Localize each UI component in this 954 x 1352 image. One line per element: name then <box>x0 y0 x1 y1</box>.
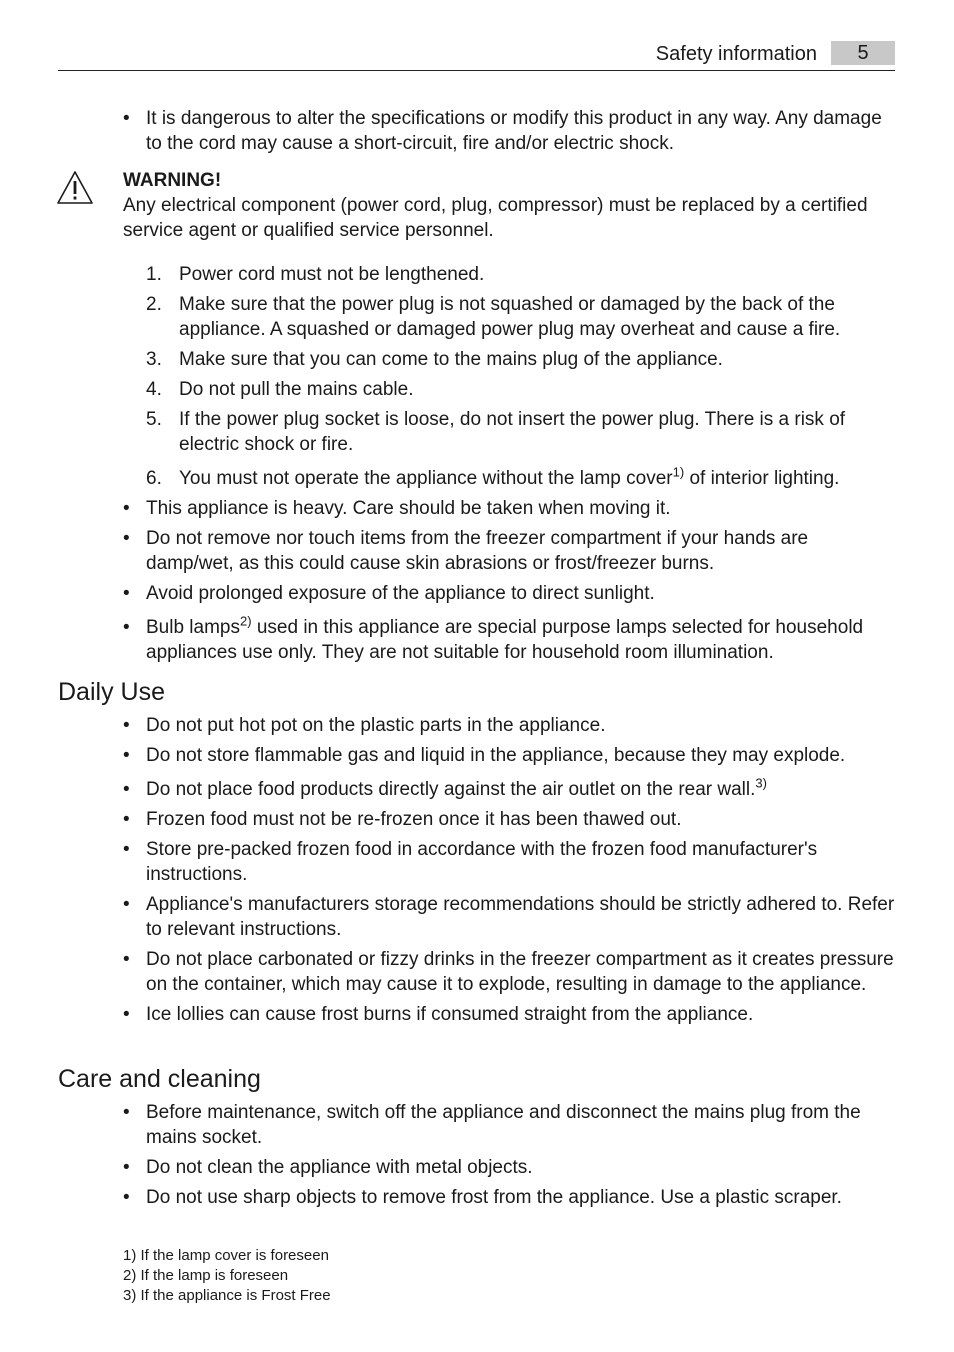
list-item: 2. Make sure that the power plug is not squashed or damaged by the back of the appliance. A squashed or damaged power plug may overheat and cause a fire. <box>146 294 841 340</box>
list-item: 1. Power cord must not be lengthened. <box>146 264 485 285</box>
list-item: • Avoid prolonged exposure of the appliance to direct sunlight. <box>123 581 898 606</box>
list-item: • Do not clean the appliance with metal objects. <box>123 1155 898 1180</box>
list-item: • Do not store flammable gas and liquid in the appliance, because they may explode. <box>123 743 898 768</box>
list-item: 6. You must not operate the appliance without the lamp cover$^{1)}$ of interior lighting. <box>146 464 840 489</box>
footnote-ref: 2) <box>240 613 252 629</box>
page-header <box>58 40 895 71</box>
list-item: • Frozen food must not be re-frozen once it has been thawed out. <box>123 807 898 832</box>
page-number: 5 <box>831 41 895 65</box>
list-item: • Do not place carbonated or fizzy drinks in the freezer compartment as it creates pressure on the container, which may cause it to explode, resulting in damage to the appliance. <box>123 947 898 997</box>
numbered-list <box>146 262 898 496</box>
safety-bullets <box>123 496 898 670</box>
list-item: • Appliance's manufacturers storage recommendations should be strictly adhered to. Refer to relevant instructions. <box>123 892 898 942</box>
list-item: • Do not place food products directly against the air outlet on the rear wall.$^{3)}$ <box>123 777 898 802</box>
footnotes <box>123 1246 331 1306</box>
footnote: 2) If the lamp is foreseen <box>123 1267 289 1284</box>
footnote: 1) If the lamp cover is foreseen <box>123 1247 329 1264</box>
list-item: • Do not remove nor touch items from the freezer compartment if your hands are damp/wet, as this could cause skin abrasions or frost/freezer burns. <box>123 526 898 576</box>
footnote-ref: 1) <box>672 464 685 480</box>
list-item: • It is dangerous to alter the specifications or modify this product in any way. Any damage to the cord may cause a short-circuit, fire and/or electric shock. <box>123 106 898 156</box>
intro-section <box>123 106 898 161</box>
warning-box <box>123 168 898 243</box>
care-cleaning-heading: Care and cleaning <box>58 1065 261 1093</box>
list-item: • This appliance is heavy. Care should be taken when moving it. <box>123 496 898 521</box>
warning-icon <box>56 170 94 206</box>
list-item: • Do not use sharp objects to remove frost from the appliance. Use a plastic scraper. <box>123 1185 898 1210</box>
footnote: 3) If the appliance is Frost Free <box>123 1287 331 1304</box>
care-cleaning-list <box>123 1100 898 1215</box>
warning-text: Any electrical component (power cord, plug, compressor) must be replaced by a certified service agent or qualified service personnel. <box>123 195 868 241</box>
list-item: 4. Do not pull the mains cable. <box>146 379 414 400</box>
daily-use-list <box>123 713 898 1032</box>
warning-title: WARNING! <box>123 170 222 191</box>
list-item: 5. If the power plug socket is loose, do not insert the power plug. There is a risk of electric shock or fire. <box>146 409 846 455</box>
list-item: • Bulb lamps$^{2)}$ used in this appliance are special purpose lamps selected for household appliances use only. They are not suitable for household room illumination. <box>123 615 898 665</box>
list-item: • Ice lollies can cause frost burns if consumed straight from the appliance. <box>123 1002 898 1027</box>
list-item: • Do not put hot pot on the plastic parts in the appliance. <box>123 713 898 738</box>
list-item: 3. Make sure that you can come to the mains plug of the appliance. <box>146 349 723 370</box>
list-item: • Store pre-packed frozen food in accordance with the frozen food manufacturer's instructions. <box>123 837 898 887</box>
daily-use-heading: Daily Use <box>58 678 165 706</box>
list-item: • Before maintenance, switch off the appliance and disconnect the mains plug from the mains socket. <box>123 1100 898 1150</box>
footnote-ref: 3) <box>755 775 767 791</box>
header-title: Safety information <box>655 43 817 65</box>
